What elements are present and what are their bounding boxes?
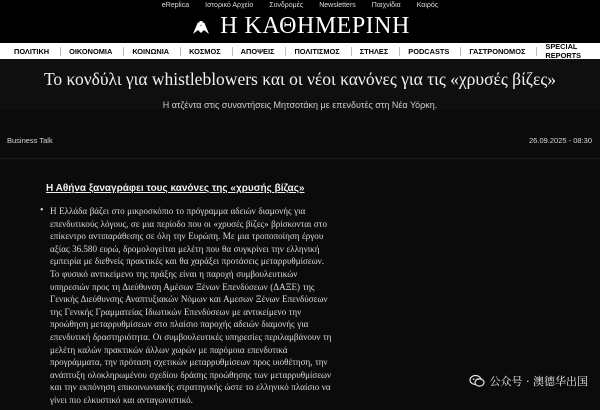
nav-item-opinions[interactable]: ΑΠΟΨΕΙΣ — [241, 47, 287, 56]
article-meta — [7, 136, 592, 145]
body-line: Το φυσικό αντικείμενο της πράξης είναι η παροχή συμβουλευτικών — [50, 268, 298, 279]
body-line: Η Ελλάδα βάζει στο μικροσκόπιο το πρόγραμμα αδειών διαμονής για — [50, 206, 306, 216]
main-nav — [0, 43, 600, 59]
body-line: Γενικής Διεύθυνσης Αναπτυξιακών Νόμων και Αμεσων Ξένων Επενδύσεων — [50, 294, 328, 305]
body-line: επενδυτικούς λόγους, σε μια περίοδο που οι «χρυσές βίζες» βρίσκονται στο — [50, 218, 327, 229]
topbar-link-ereplica[interactable]: eReplica — [161, 1, 190, 9]
top-utility-bar — [0, 0, 600, 10]
nav-item-gastronomos[interactable]: ΓΑΣΤΡΟΝΟΜΟΣ — [469, 47, 537, 56]
article-subtitle: Η ατζέντα στις συναντήσεις Μητσοτάκη με επενδυτές στη Νέα Υόρκη. — [162, 100, 438, 110]
body-line: ανάπτυξη ολοκληρωμένου σχεδίου δράσης προώθησης των μεταρρυθμίσεων — [50, 369, 332, 380]
body-line: επίκεντρο αντιπαράθεσης σε όλη την Ευρώπη. Με μια τροποποίηση έργου — [50, 231, 324, 242]
body-line: της Γενικής Γραμματείας Ιδιωτικών Επενδύσεων με αντικείμενο την — [50, 306, 302, 317]
body-line: υπηρεσιών προς τη Διεύθυνση Αμέσων Ξένων Επενδύσεων (ΔΑΞΕ) της — [50, 281, 315, 292]
article-category[interactable]: Business Talk — [7, 136, 53, 145]
masthead — [0, 10, 600, 43]
body-line: επενδυτική δραστηριότητα. Οι συμβουλευτικές υπηρεσίες περιλαμβάνουν τη — [50, 331, 332, 342]
body-line: εμπειρία με διεθνείς πρακτικές και θα χαράξει προτάσεις μεταρρυθμίσεων. — [50, 256, 325, 267]
body-line: προγράμματα, την πρόταση σχετικών μεταρρυθμίσεων προς υιοθέτηση, την — [50, 357, 328, 368]
divider — [0, 158, 600, 159]
nav-item-special-reports[interactable]: SPECIAL REPORTS — [545, 42, 582, 60]
bullet-icon: • — [40, 205, 44, 216]
eagle-logo-icon[interactable] — [190, 16, 212, 38]
nav-item-politics[interactable]: ΠΟΛΙΤΙΚΗ — [14, 47, 61, 56]
article-date: 26.09.2025 - 08:30 — [529, 136, 592, 145]
site-logo-title[interactable]: Η ΚΑΘΗΜΕΡΙΝΗ — [220, 13, 410, 39]
topbar-link-subscriptions[interactable]: Συνδρομές — [269, 1, 304, 9]
topbar-link-games[interactable]: Παιχνίδια — [371, 1, 401, 9]
nav-item-culture[interactable]: ΠΟΛΙΤΙΣΜΟΣ — [294, 47, 351, 56]
body-line: αξίας 36.580 ευρώ, δρομολογείται μελέτη που θα συγκρίνει την ελληνική — [50, 243, 320, 254]
nav-item-society[interactable]: ΚΟΙΝΩΝΙΑ — [132, 47, 181, 56]
nav-item-columns[interactable]: ΣΤΗΛΕΣ — [360, 47, 401, 56]
watermark — [469, 373, 589, 389]
body-line: και την εκπόνηση επικοινωνιακής στρατηγικής ώστε το ελληνικό πλαίσιο να — [50, 382, 331, 393]
wechat-icon — [469, 373, 485, 389]
nav-item-economy[interactable]: ΟΙΚΟΝΟΜΙΑ — [69, 47, 124, 56]
topbar-link-archive[interactable]: Ιστορικό Αρχείο — [205, 1, 254, 9]
article-title: Το κονδύλι για whistleblowers και οι νέοι κανόνες για τις «χρυσές βίζες» — [43, 69, 557, 89]
section-heading: Η Αθήνα ξαναγράφει τους κανόνες της «χρυσής βίζας» — [46, 183, 305, 194]
article-header — [0, 59, 600, 110]
body-line: γίνει πιο ελκυστικό και ανταγωνιστικό. — [50, 394, 193, 405]
body-line: μελέτη καλών πρακτικών άλλων χωρών με παρόμοια επενδυτικά — [50, 344, 288, 355]
nav-item-podcasts[interactable]: PODCASTS — [408, 47, 461, 56]
topbar-link-weather[interactable]: Καιρός — [416, 1, 439, 9]
body-line: προώθηση μεταρρυθμίσεων στο πλαίσιο παροχής αδειών διαμονής για — [50, 319, 309, 330]
nav-item-world[interactable]: ΚΟΣΜΟΣ — [189, 47, 233, 56]
topbar-link-newsletters[interactable]: Newsletters — [319, 1, 356, 9]
watermark-text: 公众号 · 澳德华出国 — [489, 375, 588, 388]
